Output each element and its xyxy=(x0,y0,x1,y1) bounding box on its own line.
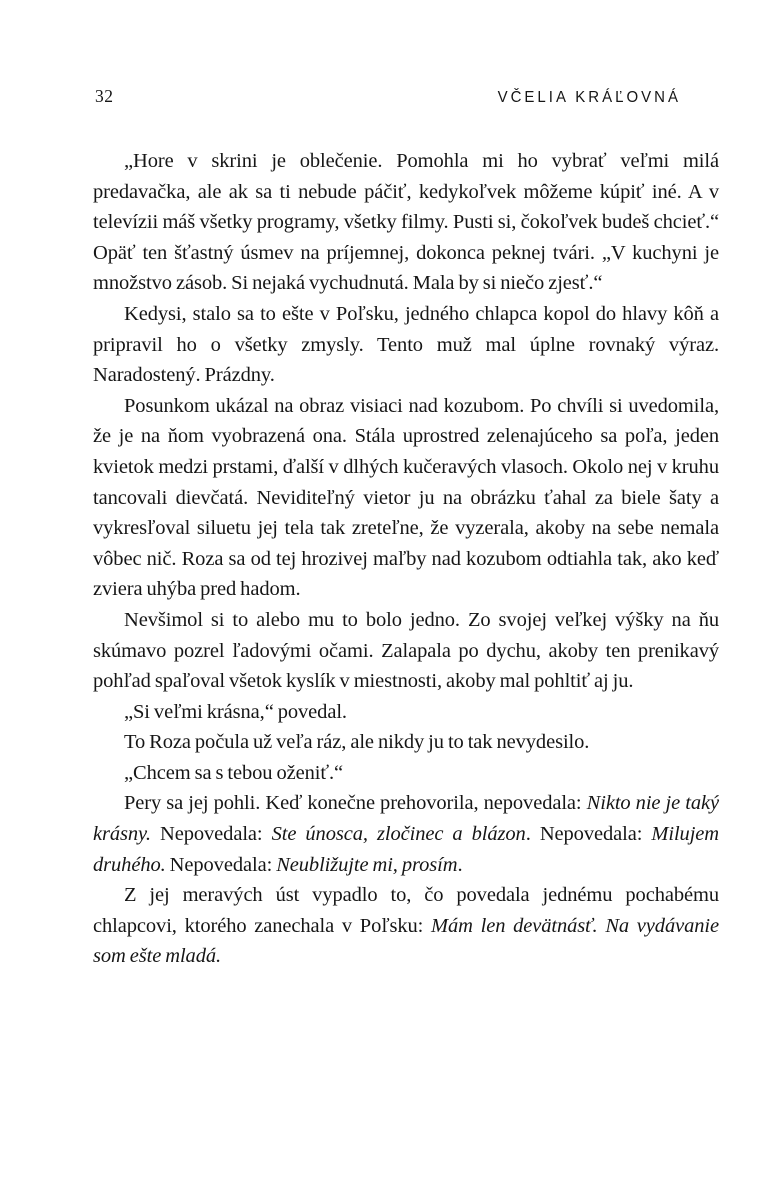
text-run: „Hore v skrini je oblečenie. Pomohla mi ho vybrať veľmi milá predavačka, ale ak sa ti nebude páčiť, kedykoľvek môžeme kúpiť iné. A v televízii máš všetky programy, všetky filmy. Pusti si, čokoľvek budeš chcieť.“ Opäť ten šťastný úsmev na príjemnej, dokonca peknej tvári. „V kuchyni je množstvo zásob. Si nejaká vychudnutá. Mala by si niečo zjesť.“ xyxy=(93,150,719,295)
text-run: Pery sa jej pohli. Keď konečne prehovorila, nepovedala: xyxy=(124,792,587,815)
text-run: Nepovedala: xyxy=(150,823,272,846)
page-body xyxy=(93,146,719,972)
italic-text-run: Ste únosca, zločinec a blázon xyxy=(271,823,526,846)
italic-text-run: Mám len devätnásť. Na vydávanie som ešte mladá. xyxy=(93,914,719,968)
italic-text-run: Milujem druhého. xyxy=(93,823,719,876)
paragraph xyxy=(93,697,719,728)
paragraph xyxy=(93,758,719,789)
text-run: „Si veľmi krásna,“ povedal. xyxy=(124,700,347,723)
text-run: To Roza počula už veľa ráz, ale nikdy ju to tak nevydesilo. xyxy=(124,731,590,754)
paragraph xyxy=(93,880,719,972)
text-run: Kedysi, stalo sa to ešte v Poľsku, jedného chlapca kopol do hlavy kôň a pripravil ho o všetky zmysly. Tento muž mal úplne rovnaký výraz. Naradostený. Prázdny. xyxy=(93,302,719,387)
paragraph xyxy=(93,146,719,299)
page-header xyxy=(95,86,681,107)
text-run: . Nepovedala: xyxy=(525,823,652,846)
text-run: Nevšimol si to alebo mu to bolo jedno. Zo svojej veľkej výšky na ňu skúmavo pozrel ľadovými očami. Zalapala po dychu, akoby ten prenikavý pohľad spaľoval všetok kyslík v miestnosti, akoby mal pohltiť aj ju. xyxy=(93,608,719,693)
text-run: Nepovedala: xyxy=(165,853,277,876)
running-title: VČELIA KRÁĽOVNÁ xyxy=(497,88,681,106)
text-run: . xyxy=(457,853,463,876)
paragraph xyxy=(93,727,719,758)
paragraph xyxy=(93,391,719,605)
text-run: Posunkom ukázal na obraz visiaci nad kozubom. Po chvíli si uvedomila, že je na ňom vyobrazená ona. Stála uprostred zelenajúceho sa poľa, jeden kvietok medzi prstami, ďalší v dlhých kučeravých vlasoch. Okolo nej v kruhu tancovali dievčatá. Neviditeľný vietor ju na obrázku ťahal za biele šaty a vykresľoval siluetu jej tela tak zreteľne, že vyzerala, akoby na sebe nemala vôbec nič. Roza sa od tej hrozivej maľby nad kozubom odtiahla tak, ako keď zviera uhýba pred hadom. xyxy=(93,394,719,601)
paragraph xyxy=(93,299,719,391)
italic-text-run: Neubližujte mi, prosím xyxy=(276,853,458,876)
text-run: „Chcem sa s tebou oženiť.“ xyxy=(124,761,344,784)
paragraph xyxy=(93,605,719,697)
text-run: Z jej meravých úst vypadlo to, čo povedala jednému pochabému chlapcovi, ktorého zanechala v Poľsku: xyxy=(93,884,719,937)
page-number: 32 xyxy=(95,86,114,106)
paragraph xyxy=(93,788,719,880)
italic-text-run: Nikto nie je taký krásny. xyxy=(93,792,719,846)
